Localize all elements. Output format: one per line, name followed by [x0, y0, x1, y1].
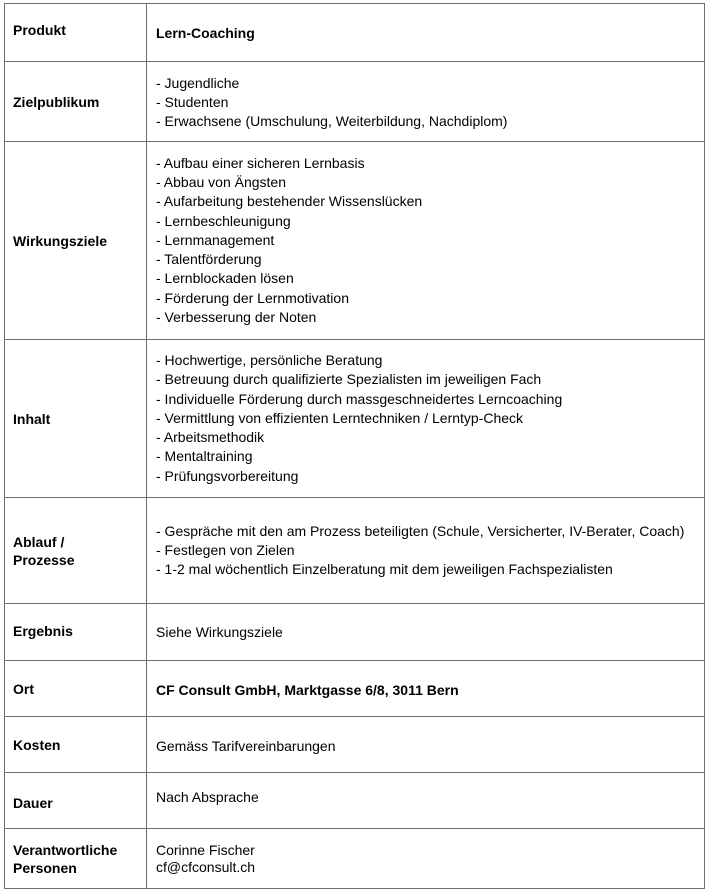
- label-ablauf-line1: Ablauf /: [13, 533, 65, 550]
- value-wirkungsziele: [147, 142, 705, 340]
- row-inhalt: [5, 340, 705, 498]
- label-produkt: Produkt: [5, 4, 147, 62]
- row-dauer: [5, 773, 705, 829]
- list-item: - Aufarbeitung bestehender Wissenslücken: [156, 193, 423, 210]
- label-ablauf-line2: Prozesse: [13, 551, 75, 568]
- label-verantwortliche-line1: Verantwortliche: [13, 841, 118, 858]
- row-produkt: [5, 4, 705, 62]
- label-ergebnis: Ergebnis: [5, 604, 147, 661]
- row-verantwortliche: [5, 829, 705, 889]
- row-ort: [5, 661, 705, 717]
- value-produkt: Lern-Coaching: [147, 4, 705, 62]
- value-dauer: Nach Absprache: [147, 773, 705, 829]
- list-item: - Verbesserung der Noten: [156, 309, 317, 326]
- value-ablauf: [147, 498, 705, 604]
- contact-name: Corinne Fischer: [156, 841, 255, 858]
- list-item: - Studenten: [156, 93, 229, 110]
- value-ort: CF Consult GmbH, Marktgasse 6/8, 3011 Bern: [147, 661, 705, 717]
- value-verantwortliche: [147, 829, 705, 889]
- row-zielpublikum: [5, 62, 705, 142]
- product-sheet-table: [4, 3, 705, 889]
- row-ablauf: [5, 498, 705, 604]
- list-item: - Jugendliche: [156, 74, 240, 91]
- list-item: - Talentförderung: [156, 251, 262, 268]
- contact-email[interactable]: cf@cfconsult.ch: [156, 858, 256, 875]
- value-inhalt: [147, 340, 705, 498]
- list-item: - Prüfungsvorbereitung: [156, 467, 299, 484]
- label-wirkungsziele: Wirkungsziele: [5, 142, 147, 340]
- list-item: - Erwachsene (Umschulung, Weiterbildung, Nachdiplom): [156, 113, 508, 130]
- list-item: - 1-2 mal wöchentlich Einzelberatung mit dem jeweiligen Fachspezialisten: [156, 561, 613, 578]
- list-item: - Abbau von Ängsten: [156, 173, 286, 190]
- label-ablauf: [5, 498, 147, 604]
- list-item: - Aufbau einer sicheren Lernbasis: [156, 154, 365, 171]
- list-item: - Festlegen von Zielen: [156, 541, 295, 558]
- label-kosten: Kosten: [5, 717, 147, 773]
- list-item: - Betreuung durch qualifizierte Spezialisten im jeweiligen Fach: [156, 371, 542, 388]
- value-kosten: Gemäss Tarifvereinbarungen: [147, 717, 705, 773]
- list-item: - Lernmanagement: [156, 231, 275, 248]
- list-item: - Arbeitsmethodik: [156, 429, 265, 446]
- list-item: - Gespräche mit den am Prozess beteiligten (Schule, Versicherter, IV-Berater, Coach): [156, 522, 685, 539]
- value-ergebnis: Siehe Wirkungsziele: [147, 604, 705, 661]
- label-zielpublikum: Zielpublikum: [5, 62, 147, 142]
- value-zielpublikum: [147, 62, 705, 142]
- label-verantwortliche: [5, 829, 147, 889]
- label-dauer: Dauer: [5, 773, 147, 829]
- list-item: - Lernbeschleunigung: [156, 212, 291, 229]
- list-item: - Individuelle Förderung durch massgeschneidertes Lerncoaching: [156, 390, 563, 407]
- row-wirkungsziele: [5, 142, 705, 340]
- list-item: - Lernblockaden lösen: [156, 270, 294, 287]
- label-verantwortliche-line2: Personen: [13, 859, 77, 876]
- label-ort: Ort: [5, 661, 147, 717]
- list-item: - Vermittlung von effizienten Lerntechniken / Lerntyp-Check: [156, 409, 524, 426]
- list-item: - Förderung der Lernmotivation: [156, 289, 349, 306]
- row-kosten: [5, 717, 705, 773]
- label-inhalt: Inhalt: [5, 340, 147, 498]
- row-ergebnis: [5, 604, 705, 661]
- list-item: - Hochwertige, persönliche Beratung: [156, 351, 383, 368]
- list-item: - Mentaltraining: [156, 448, 253, 465]
